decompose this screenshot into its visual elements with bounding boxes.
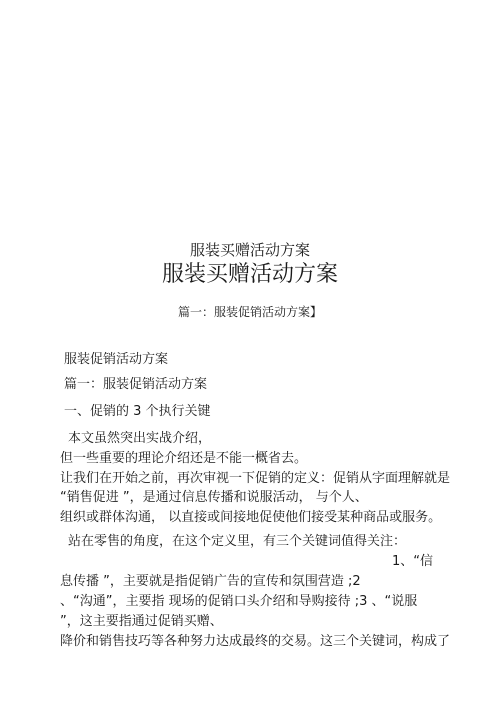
body-line-paragraph: 息传播 ”，主要就是指促销广告的宣传和氛围营造 ;2 (60, 574, 361, 589)
body-line-paragraph: 但一些重要的理论介绍还是不能一概省去。 (60, 451, 308, 466)
body-line-paragraph: 1、“信 (392, 554, 434, 569)
body-line-paragraph: 组织或群体沟通， 以直接或间接地促使他们接受某种商品或服务。 (60, 510, 442, 525)
document-subtitle: 篇一：服装促销活动方案】 (177, 305, 322, 319)
body-line-paragraph: 站在零售的角度，在这个定义里，有三个关键词值得关注： (68, 534, 407, 549)
body-line-paragraph: 、“沟通”，主要指 现场的促销口头介绍和导购接待 ;3 、“说服 (60, 594, 418, 609)
body-line-paragraph: 让我们在开始之前，再次审视一下促销的定义：促销从字面理解就是 (60, 471, 451, 486)
header-title-large: 服装买赠活动方案 (161, 262, 338, 287)
body-line-chapter: 篇一：服装促销活动方案 (64, 377, 208, 392)
body-line-paragraph: 降价和销售技巧等各种努力达成最终的交易。这三个关键词，构成了 (60, 634, 451, 649)
body-line-paragraph: ”，这主要指通过促销买赠、 (60, 614, 223, 629)
body-line-paragraph: “销售促进 ”，是通过信息传播和说服活动， 与个人、 (60, 490, 368, 505)
header-title-small: 服装买赠活动方案 (189, 241, 310, 259)
body-line-heading: 一、促销的 3 个执行关键 (64, 404, 211, 419)
body-line-paragraph: 本文虽然突出实战介绍， (68, 431, 212, 446)
body-line-section-title: 服装促销活动方案 (64, 352, 169, 367)
